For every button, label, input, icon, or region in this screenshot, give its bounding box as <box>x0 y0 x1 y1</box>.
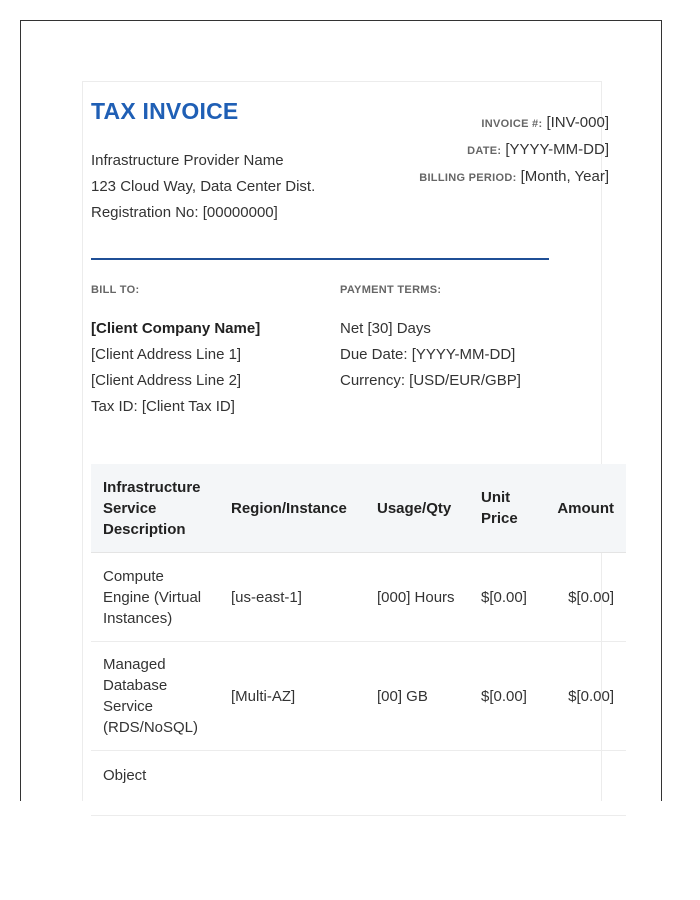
header-unit-price: Unit Price <box>469 464 540 553</box>
billing-period-value: [Month, Year] <box>520 168 609 185</box>
cell-usage: [000] Hours <box>365 553 469 642</box>
bill-to-label: BILL TO: <box>91 284 140 296</box>
table-row <box>91 553 626 642</box>
payment-currency: Currency: [USD/EUR/GBP] <box>340 372 521 389</box>
invoice-number-value: [INV-000] <box>546 114 609 131</box>
provider-details <box>91 148 315 226</box>
payment-due-date: Due Date: [YYYY-MM-DD] <box>340 346 516 363</box>
bill-to-details <box>91 316 260 420</box>
invoice-date-row <box>419 137 609 164</box>
header-region: Region/Instance <box>219 464 365 553</box>
cell-region <box>219 751 365 816</box>
services-table <box>91 464 626 816</box>
cell-unit-price <box>469 751 540 816</box>
header-divider <box>91 258 549 260</box>
payment-terms-label: PAYMENT TERMS: <box>340 284 442 296</box>
cell-amount: $[0.00] <box>540 642 626 751</box>
cell-description: Compute Engine (Virtual Instances) <box>91 553 219 642</box>
header-amount: Amount <box>540 464 626 553</box>
provider-name: Infrastructure Provider Name <box>91 152 284 169</box>
cell-description: Managed Database Service (RDS/NoSQL) <box>91 642 219 751</box>
invoice-number-row <box>419 110 609 137</box>
cell-description: Object <box>91 751 219 816</box>
invoice-number-label: INVOICE #: <box>481 118 543 130</box>
table-row <box>91 751 626 816</box>
client-company-name: [Client Company Name] <box>91 320 261 337</box>
provider-registration: Registration No: [00000000] <box>91 204 278 221</box>
client-address-line-1: [Client Address Line 1] <box>91 346 242 363</box>
payment-terms-details <box>340 316 521 394</box>
cell-region: [Multi-AZ] <box>219 642 365 751</box>
cell-amount <box>540 751 626 816</box>
table-row <box>91 642 626 751</box>
cell-region: [us-east-1] <box>219 553 365 642</box>
cell-usage <box>365 751 469 816</box>
cell-usage: [00] GB <box>365 642 469 751</box>
cell-unit-price: $[0.00] <box>469 642 540 751</box>
cell-amount: $[0.00] <box>540 553 626 642</box>
client-tax-id: Tax ID: [Client Tax ID] <box>91 398 235 415</box>
billing-period-label: BILLING PERIOD: <box>419 172 517 184</box>
payment-terms-net: Net [30] Days <box>340 320 431 337</box>
invoice-meta <box>419 110 609 191</box>
cell-unit-price: $[0.00] <box>469 553 540 642</box>
client-address-line-2: [Client Address Line 2] <box>91 372 242 389</box>
invoice-date-label: DATE: <box>467 145 502 157</box>
invoice-title: TAX INVOICE <box>91 98 239 124</box>
table-header-row <box>91 464 626 553</box>
header-description: Infrastructure Service Description <box>91 464 219 553</box>
invoice-date-value: [YYYY-MM-DD] <box>505 141 609 158</box>
billing-period-row <box>419 164 609 191</box>
header-usage: Usage/Qty <box>365 464 469 553</box>
provider-address: 123 Cloud Way, Data Center Dist. <box>91 178 316 195</box>
